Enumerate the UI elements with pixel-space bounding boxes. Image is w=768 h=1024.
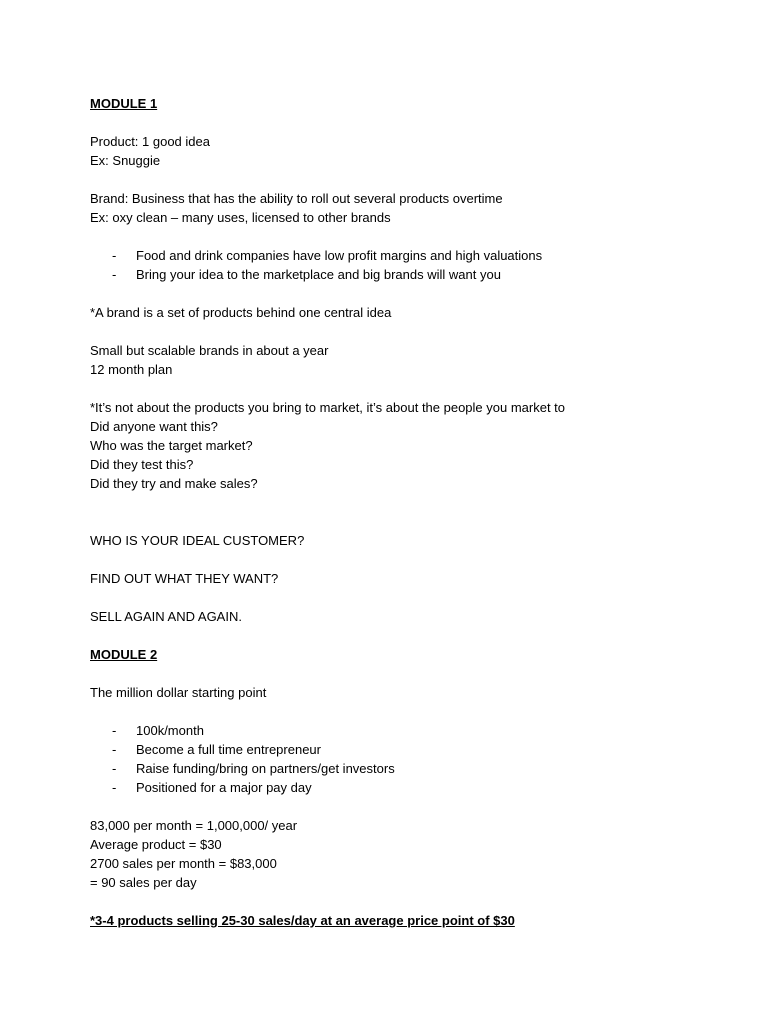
plan-line: 12 month plan: [90, 362, 173, 377]
math-line: 83,000 per month = 1,000,000/ year: [90, 818, 298, 833]
spacer: [90, 797, 730, 816]
question-line: Did they test this?: [90, 457, 194, 472]
sell-again-line: SELL AGAIN AND AGAIN.: [90, 609, 242, 624]
spacer: [90, 227, 730, 246]
bullet-dash: -: [112, 742, 117, 757]
question-line: Did anyone want this?: [90, 419, 218, 434]
list-item-text: 100k/month: [136, 723, 204, 738]
brand-example: Ex: oxy clean – many uses, licensed to other brands: [90, 210, 391, 225]
spacer: [90, 588, 730, 607]
list-item-text: Positioned for a major pay day: [136, 780, 312, 795]
brand-definition: Brand: Business that has the ability to roll out several products overtime: [90, 191, 503, 206]
list-item-text: Become a full time entrepreneur: [136, 742, 321, 757]
question-line: Who was the target market?: [90, 438, 253, 453]
math-line: 2700 sales per month = $83,000: [90, 856, 277, 871]
module-1-heading: MODULE 1: [90, 96, 158, 111]
module-2-intro: The million dollar starting point: [90, 685, 267, 700]
bullet-dash: -: [112, 267, 117, 282]
question-line: Did they try and make sales?: [90, 476, 258, 491]
spacer: [90, 550, 730, 569]
spacer: [90, 493, 730, 531]
module-2-bullet-list: [90, 721, 730, 797]
find-out-line: FIND OUT WHAT THEY WANT?: [90, 571, 279, 586]
spacer: [90, 113, 730, 132]
list-item-text: Bring your idea to the marketplace and big brands will want you: [136, 267, 501, 282]
list-item-text: Raise funding/bring on partners/get investors: [136, 761, 395, 776]
module-2-conclusion: *3-4 products selling 25-30 sales/day at an average price point of $30: [90, 913, 515, 928]
brand-note: *A brand is a set of products behind one central idea: [90, 305, 392, 320]
spacer: [90, 322, 730, 341]
bullet-dash: -: [112, 761, 117, 776]
bullet-dash: -: [112, 780, 117, 795]
list-item: [90, 778, 730, 797]
product-definition: Product: 1 good idea: [90, 134, 210, 149]
module-1-bullet-list: [90, 246, 730, 284]
spacer: [90, 892, 730, 911]
people-note: *It’s not about the products you bring to market, it’s about the people you market to: [90, 400, 566, 415]
scalable-brands-line: Small but scalable brands in about a year: [90, 343, 329, 358]
math-line: Average product = $30: [90, 837, 222, 852]
document-body: [90, 94, 730, 930]
list-item: [90, 759, 730, 778]
module-2-heading: MODULE 2: [90, 647, 158, 662]
bullet-dash: -: [112, 248, 117, 263]
spacer: [90, 626, 730, 645]
spacer: [90, 379, 730, 398]
list-item: [90, 721, 730, 740]
ideal-customer-line: WHO IS YOUR IDEAL CUSTOMER?: [90, 533, 305, 548]
product-example: Ex: Snuggie: [90, 153, 161, 168]
list-item: [90, 246, 730, 265]
bullet-dash: -: [112, 723, 117, 738]
spacer: [90, 664, 730, 683]
list-item: [90, 265, 730, 284]
math-line: = 90 sales per day: [90, 875, 197, 890]
list-item-text: Food and drink companies have low profit margins and high valuations: [136, 248, 543, 263]
spacer: [90, 170, 730, 189]
spacer: [90, 702, 730, 721]
list-item: [90, 740, 730, 759]
spacer: [90, 284, 730, 303]
